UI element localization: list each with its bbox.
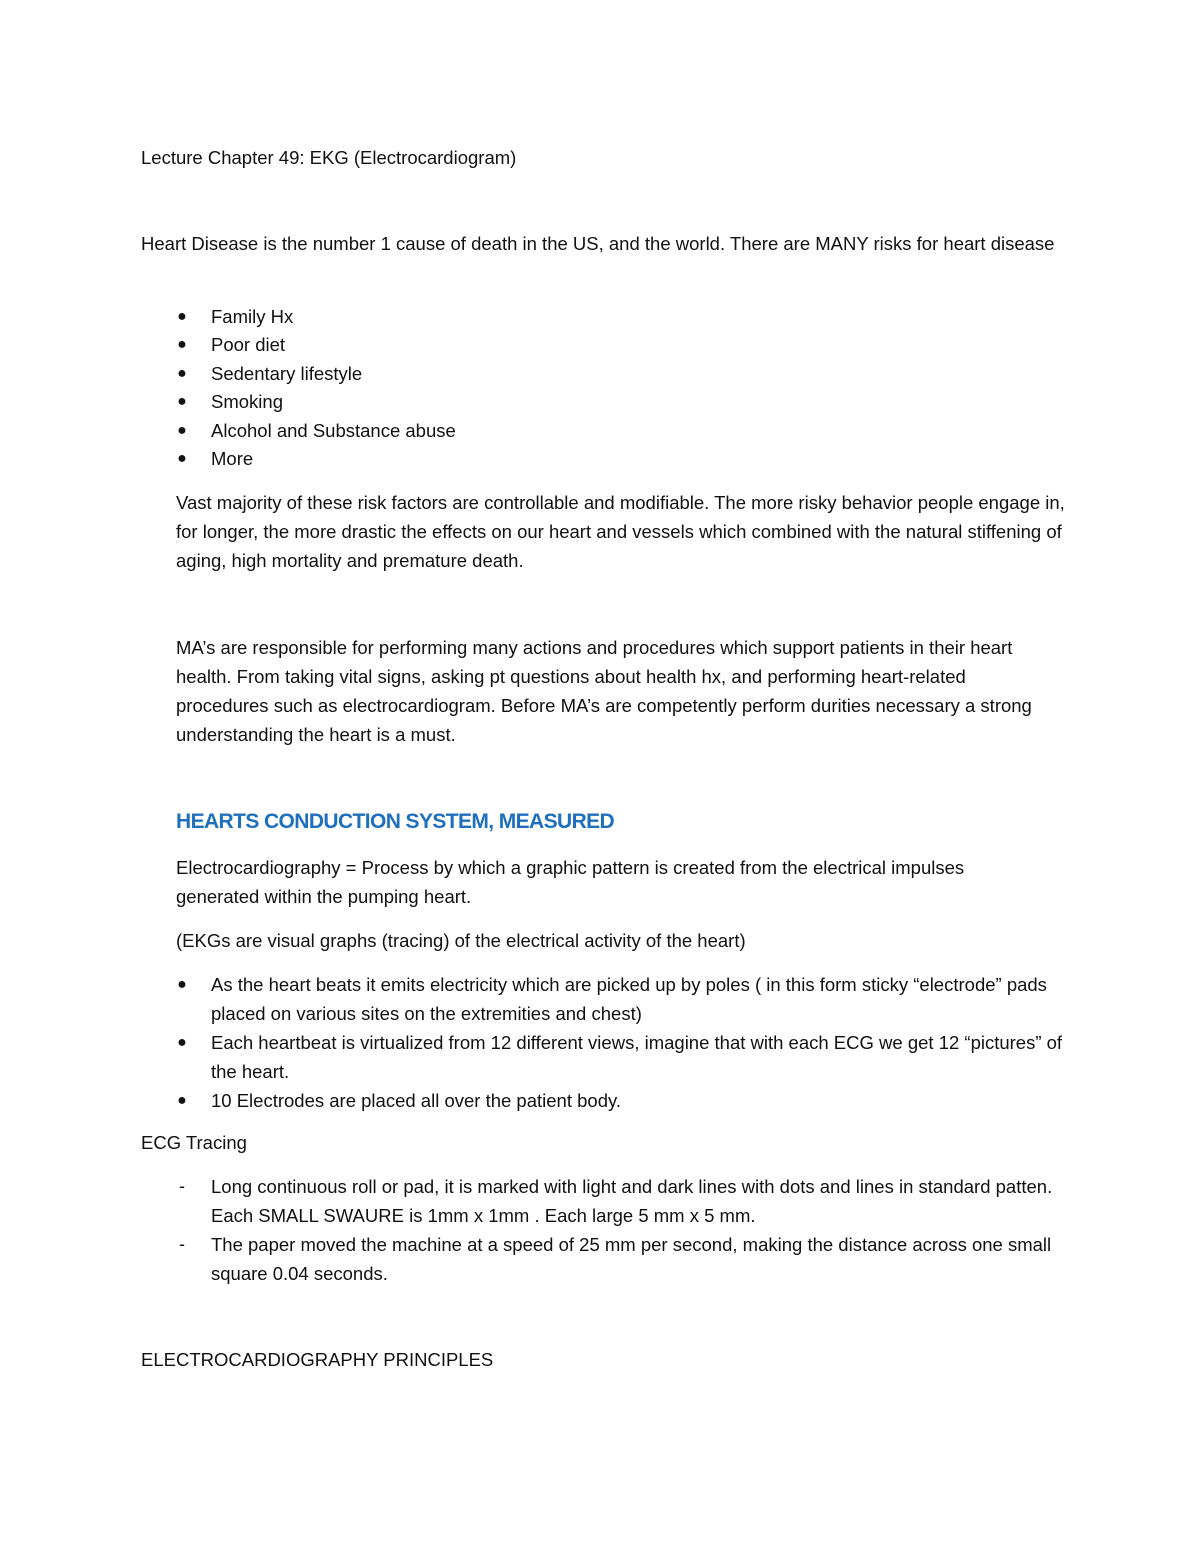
list-item xyxy=(176,360,456,388)
list-item-text: 10 Electrodes are placed all over the patient body. xyxy=(211,1090,621,1111)
list-item-text: The paper moved the machine at a speed of 25 mm per second, making the distance across one small square 0.04 seconds. xyxy=(211,1234,1052,1284)
bullet-icon: ● xyxy=(177,336,187,354)
ekgs-note-paragraph: (EKGs are visual graphs (tracing) of the electrical activity of the heart) xyxy=(176,930,746,951)
list-item-text: As the heart beats it emits electricity which are picked up by poles ( in this form sticky “electrode” pads placed on various sites on the extremities and chest) xyxy=(211,974,1047,1024)
bullet-icon: ● xyxy=(177,1092,187,1109)
principles-heading: ELECTROCARDIOGRAPHY PRINCIPLES xyxy=(141,1349,494,1370)
ekg-point-list xyxy=(176,970,1066,1115)
bullet-icon: ● xyxy=(177,364,187,382)
bullet-icon: ● xyxy=(177,976,187,993)
list-item-text: More xyxy=(211,448,254,470)
ecg-tracing-label: ECG Tracing xyxy=(141,1132,247,1153)
risk-factor-list xyxy=(176,303,456,473)
list-item xyxy=(176,331,456,359)
dash-icon: - xyxy=(179,1234,185,1254)
intro-paragraph: Heart Disease is the number 1 cause of death in the US, and the world. There are MANY risks for heart disease xyxy=(141,233,1055,254)
list-item xyxy=(176,417,456,445)
bullet-icon: ● xyxy=(177,393,187,411)
ma-responsibility-paragraph: MA’s are responsible for performing many actions and procedures which support patients in their heart health. From taking vital signs, asking pt questions about health hx, and performing heart-related procedures such as electrocardiogram. Before MA’s are competently perform durities necessary a strong understanding the heart is a must. xyxy=(176,637,1032,745)
dash-icon: - xyxy=(179,1176,185,1196)
list-item-text: Alcohol and Substance abuse xyxy=(211,419,456,441)
tracing-point-list xyxy=(176,1172,1066,1288)
list-item xyxy=(176,303,456,331)
definition-paragraph: Electrocardiography = Process by which a graphic pattern is created from the electrical impulses generated within the pumping heart. xyxy=(176,857,965,907)
list-item-text: Sedentary lifestyle xyxy=(211,362,363,384)
list-item xyxy=(176,1230,1066,1288)
list-item-text: Family Hx xyxy=(211,306,294,327)
bullet-icon: ● xyxy=(177,450,187,468)
list-item xyxy=(176,1172,1066,1230)
bullet-icon: ● xyxy=(177,308,187,325)
list-item-text: Long continuous roll or pad, it is marked with light and dark lines with dots and lines in standard patten. Each SMALL SWAURE is 1mm x 1mm . Each large 5 mm x 5 mm. xyxy=(211,1176,1053,1226)
bullet-icon: ● xyxy=(177,1034,187,1051)
list-item xyxy=(176,970,1066,1028)
list-item-text: Each heartbeat is virtualized from 12 different views, imagine that with each ECG we get 12 “pictures” of the heart. xyxy=(211,1032,1063,1082)
list-item xyxy=(176,1086,1066,1115)
risk-factors-paragraph: Vast majority of these risk factors are controllable and modifiable. The more risky behavior people engage in, for longer, the more drastic the effects on our heart and vessels which combined with the natural stiffening of aging, high mortality and premature death. xyxy=(176,492,1065,571)
list-item-text: Poor diet xyxy=(211,334,286,356)
list-item xyxy=(176,445,456,473)
list-item-text: Smoking xyxy=(211,391,283,413)
document-title: Lecture Chapter 49: EKG (Electrocardiogram) xyxy=(141,147,517,168)
list-item xyxy=(176,388,456,416)
section-heading: HEARTS CONDUCTION SYSTEM, MEASURED xyxy=(176,810,615,833)
list-item xyxy=(176,1028,1066,1086)
bullet-icon: ● xyxy=(177,421,187,439)
